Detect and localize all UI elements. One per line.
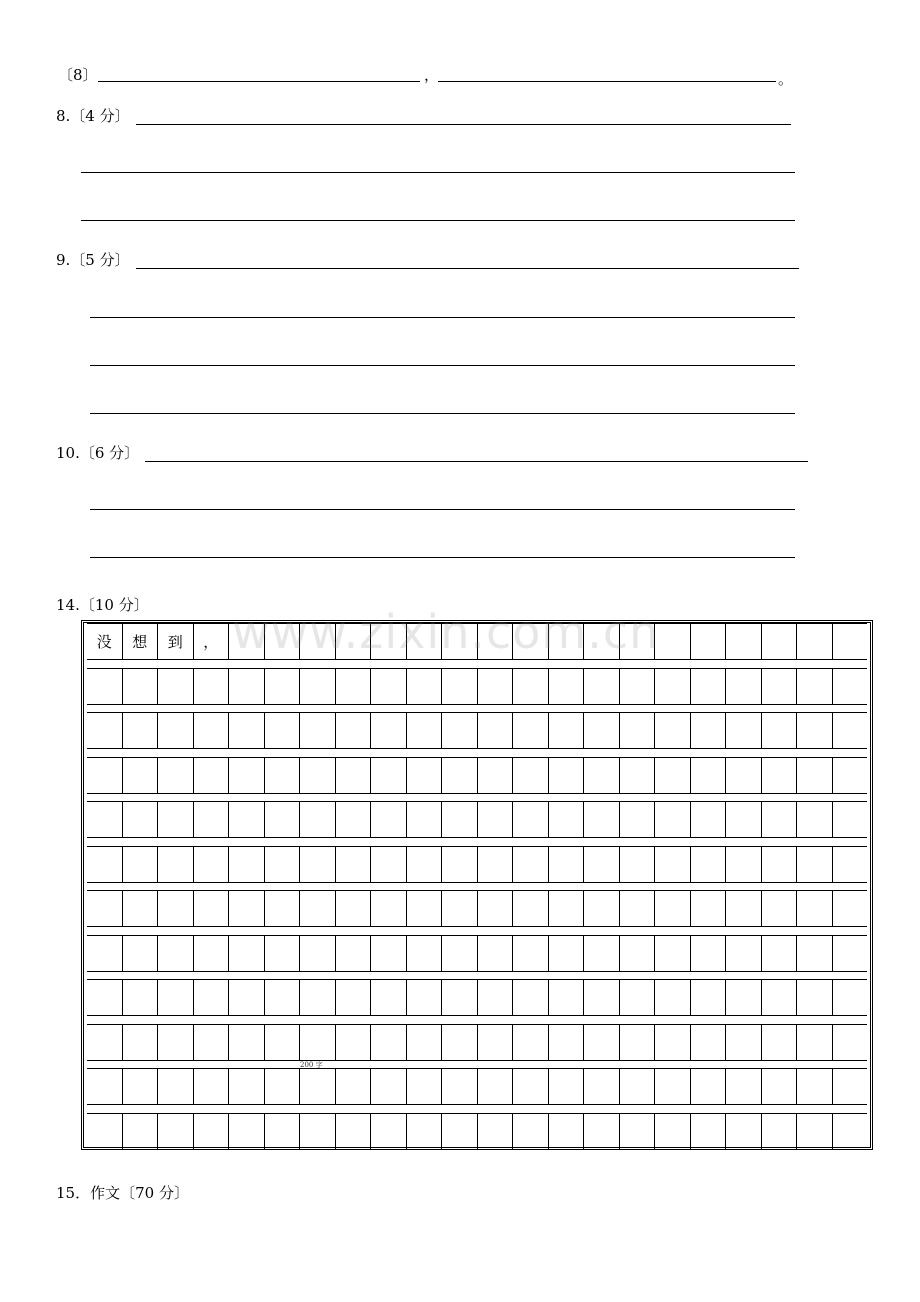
grid-cell[interactable] [477, 1025, 513, 1060]
grid-cell[interactable] [796, 713, 832, 748]
grid-cell[interactable] [583, 1069, 619, 1104]
answer-line[interactable] [98, 81, 420, 82]
grid-cell[interactable] [548, 847, 584, 882]
question-9-label: 9.〔5 分〕 [56, 251, 130, 269]
grid-cell[interactable] [193, 1025, 229, 1060]
answer-line[interactable] [438, 81, 776, 82]
grid-cell[interactable] [690, 758, 726, 793]
grid-cell[interactable] [654, 713, 690, 748]
grid-cell[interactable] [335, 891, 371, 926]
grid-cell[interactable] [583, 713, 619, 748]
question-14-label: 14.〔10 分〕 [56, 596, 149, 614]
grid-cell[interactable] [335, 802, 371, 837]
grid-cell[interactable] [406, 936, 442, 971]
grid-cell[interactable] [441, 1114, 477, 1149]
grid-cell[interactable] [796, 936, 832, 971]
grid-row [87, 1024, 867, 1061]
grid-cell[interactable]: 想 [122, 624, 158, 659]
grid-cell[interactable] [654, 758, 690, 793]
grid-cell[interactable] [583, 758, 619, 793]
grid-cell[interactable] [725, 980, 761, 1015]
grid-cell[interactable] [122, 669, 158, 704]
grid-cell[interactable] [619, 802, 655, 837]
grid-cell[interactable] [441, 802, 477, 837]
grid-cell[interactable] [299, 669, 335, 704]
grid-cell[interactable] [370, 802, 406, 837]
grid-cell[interactable] [157, 847, 193, 882]
grid-cell[interactable] [299, 1069, 335, 1104]
grid-cell[interactable] [441, 980, 477, 1015]
grid-cell[interactable] [335, 847, 371, 882]
grid-cell[interactable] [87, 1069, 122, 1104]
answer-line[interactable] [90, 317, 795, 318]
grid-cell[interactable] [441, 669, 477, 704]
grid-cell[interactable] [370, 758, 406, 793]
grid-cell[interactable] [725, 1069, 761, 1104]
grid-cell[interactable] [370, 1069, 406, 1104]
grid-cell[interactable] [512, 891, 548, 926]
grid-cell[interactable] [796, 1025, 832, 1060]
grid-cell[interactable] [193, 669, 229, 704]
grid-cell[interactable] [193, 847, 229, 882]
question-10-label: 10.〔6 分〕 [56, 444, 140, 462]
grid-cell[interactable] [796, 802, 832, 837]
grid-cell[interactable] [87, 713, 122, 748]
grid-cell[interactable] [441, 624, 477, 659]
grid-cell[interactable] [583, 669, 619, 704]
grid-cell[interactable] [690, 713, 726, 748]
grid-cell[interactable] [619, 1069, 655, 1104]
grid-cell[interactable] [761, 1069, 797, 1104]
grid-cell[interactable] [832, 1025, 868, 1060]
grid-row [87, 979, 867, 1016]
grid-cell[interactable] [87, 1114, 122, 1149]
grid-cell[interactable] [264, 980, 300, 1015]
grid-cell[interactable] [761, 758, 797, 793]
grid-cell[interactable] [512, 1025, 548, 1060]
grid-cell[interactable] [370, 624, 406, 659]
grid-cell[interactable] [832, 758, 868, 793]
grid-cell[interactable] [832, 713, 868, 748]
grid-cell[interactable] [477, 713, 513, 748]
grid-cell[interactable] [335, 713, 371, 748]
grid-cell[interactable] [832, 847, 868, 882]
grid-cell[interactable] [583, 891, 619, 926]
grid-cell[interactable] [122, 1069, 158, 1104]
grid-row [87, 801, 867, 838]
grid-cell[interactable] [725, 758, 761, 793]
grid-cell[interactable] [157, 891, 193, 926]
grid-cell[interactable] [335, 936, 371, 971]
grid-cell[interactable] [299, 802, 335, 837]
grid-cell[interactable] [512, 624, 548, 659]
character-count-mark: 200 字 [300, 1060, 323, 1069]
grid-cell[interactable] [228, 1025, 264, 1060]
grid-cell[interactable] [87, 891, 122, 926]
grid-cell[interactable] [832, 980, 868, 1015]
grid-cell[interactable] [654, 1069, 690, 1104]
grid-cell[interactable] [157, 802, 193, 837]
question-8-sub-label: 〔8〕 [58, 66, 98, 84]
grid-cell[interactable] [228, 624, 264, 659]
grid-cell[interactable] [122, 1114, 158, 1149]
grid-cell[interactable] [406, 624, 442, 659]
grid-cell[interactable] [264, 847, 300, 882]
grid-cell[interactable] [87, 980, 122, 1015]
grid-cell[interactable] [406, 713, 442, 748]
grid-cell[interactable] [157, 1069, 193, 1104]
grid-cell[interactable] [690, 936, 726, 971]
grid-cell[interactable] [299, 891, 335, 926]
grid-row [87, 668, 867, 705]
grid-cell[interactable] [619, 1025, 655, 1060]
grid-cell[interactable] [583, 802, 619, 837]
grid-cell[interactable] [477, 669, 513, 704]
grid-cell[interactable]: 没 [96, 633, 112, 651]
grid-cell[interactable] [228, 980, 264, 1015]
grid-cell[interactable] [193, 936, 229, 971]
grid-cell[interactable] [583, 1114, 619, 1149]
grid-cell[interactable] [157, 1114, 193, 1149]
grid-cell[interactable] [761, 980, 797, 1015]
grid-cell[interactable] [690, 980, 726, 1015]
grid-cell[interactable] [264, 758, 300, 793]
grid-cell[interactable] [299, 758, 335, 793]
grid-cell[interactable] [548, 891, 584, 926]
grid-cell[interactable] [264, 891, 300, 926]
grid-cell[interactable] [122, 713, 158, 748]
grid-cell[interactable] [832, 624, 868, 659]
grid-cell[interactable] [441, 891, 477, 926]
grid-cell[interactable] [832, 1069, 868, 1104]
grid-cell[interactable] [335, 1069, 371, 1104]
question-8-label: 8.〔4 分〕 [56, 107, 130, 125]
grid-cell[interactable] [477, 891, 513, 926]
grid-cell[interactable] [122, 758, 158, 793]
grid-cell[interactable] [299, 980, 335, 1015]
grid-cell[interactable] [619, 847, 655, 882]
grid-cell[interactable] [228, 847, 264, 882]
grid-cell[interactable] [477, 758, 513, 793]
grid-cell[interactable] [548, 802, 584, 837]
grid-cell[interactable] [619, 713, 655, 748]
grid-cell[interactable] [157, 1025, 193, 1060]
grid-cell[interactable] [157, 936, 193, 971]
grid-cell[interactable] [796, 758, 832, 793]
grid-cell[interactable] [512, 1114, 548, 1149]
grid-cell[interactable] [264, 1069, 300, 1104]
grid-cell[interactable] [228, 713, 264, 748]
grid-row [87, 1068, 867, 1105]
grid-cell[interactable] [441, 847, 477, 882]
grid-cell[interactable] [228, 802, 264, 837]
grid-cell[interactable] [725, 1025, 761, 1060]
grid-cell[interactable] [654, 1114, 690, 1149]
answer-line[interactable] [136, 268, 799, 269]
grid-cell[interactable] [477, 980, 513, 1015]
grid-cell[interactable] [406, 847, 442, 882]
grid-row [87, 757, 867, 794]
grid-cell[interactable] [264, 1025, 300, 1060]
grid-cell[interactable] [406, 1114, 442, 1149]
period-text: 。 [778, 70, 794, 88]
grid-cell[interactable] [725, 669, 761, 704]
grid-cell[interactable] [406, 802, 442, 837]
grid-cell[interactable] [370, 713, 406, 748]
grid-cell[interactable] [654, 669, 690, 704]
grid-cell[interactable] [299, 1025, 335, 1060]
grid-cell[interactable] [725, 802, 761, 837]
grid-cell[interactable] [370, 891, 406, 926]
grid-cell[interactable] [548, 1025, 584, 1060]
grid-cell[interactable] [725, 847, 761, 882]
grid-cell[interactable] [193, 891, 229, 926]
grid-cell[interactable] [406, 758, 442, 793]
grid-cell[interactable] [441, 758, 477, 793]
grid-row [87, 935, 867, 972]
grid-cell[interactable] [370, 847, 406, 882]
grid-cell[interactable] [725, 624, 761, 659]
grid-cell[interactable] [228, 891, 264, 926]
grid-cell[interactable] [193, 802, 229, 837]
grid-cell[interactable] [299, 936, 335, 971]
answer-line[interactable] [136, 124, 791, 125]
grid-cell[interactable] [619, 980, 655, 1015]
grid-cell[interactable] [193, 758, 229, 793]
grid-cell[interactable] [299, 713, 335, 748]
answer-line[interactable] [90, 557, 795, 558]
grid-cell[interactable] [761, 669, 797, 704]
grid-cell[interactable] [370, 980, 406, 1015]
grid-cell[interactable] [690, 847, 726, 882]
grid-cell[interactable] [157, 713, 193, 748]
grid-cell[interactable] [441, 936, 477, 971]
grid-cell[interactable] [654, 624, 690, 659]
grid-cell[interactable] [690, 669, 726, 704]
grid-cell[interactable] [512, 758, 548, 793]
grid-row [87, 1113, 867, 1150]
grid-cell[interactable] [654, 980, 690, 1015]
question-15-label: 15．作文〔70 分〕 [56, 1184, 189, 1202]
grid-cell[interactable] [228, 758, 264, 793]
grid-cell[interactable]: 到 [157, 624, 193, 659]
grid-cell[interactable] [335, 669, 371, 704]
grid-cell[interactable] [761, 1114, 797, 1149]
grid-cell[interactable] [122, 891, 158, 926]
grid-cell[interactable] [477, 1069, 513, 1104]
grid-cell[interactable] [87, 1025, 122, 1060]
grid-cell[interactable] [619, 1114, 655, 1149]
grid-cell[interactable] [796, 980, 832, 1015]
grid-cell[interactable] [335, 980, 371, 1015]
grid-cell[interactable] [87, 669, 122, 704]
grid-cell[interactable] [370, 936, 406, 971]
grid-cell[interactable] [228, 669, 264, 704]
grid-cell[interactable] [512, 802, 548, 837]
grid-cell[interactable] [264, 669, 300, 704]
grid-cell[interactable] [335, 1114, 371, 1149]
grid-cell[interactable] [512, 936, 548, 971]
grid-cell[interactable] [122, 936, 158, 971]
grid-cell[interactable] [583, 1025, 619, 1060]
grid-cell[interactable] [406, 669, 442, 704]
grid-cell[interactable] [761, 1025, 797, 1060]
grid-cell[interactable] [832, 802, 868, 837]
grid-cell[interactable] [512, 669, 548, 704]
grid-cell[interactable] [619, 891, 655, 926]
grid-cell[interactable] [725, 713, 761, 748]
grid-cell[interactable] [796, 624, 832, 659]
grid-cell[interactable] [406, 980, 442, 1015]
grid-cell[interactable] [193, 1114, 229, 1149]
grid-cell[interactable] [761, 847, 797, 882]
grid-cell[interactable] [441, 1069, 477, 1104]
grid-cell[interactable] [761, 936, 797, 971]
grid-cell[interactable] [441, 713, 477, 748]
grid-cell[interactable] [370, 1025, 406, 1060]
grid-cell[interactable] [264, 624, 300, 659]
grid-cell[interactable] [654, 891, 690, 926]
answer-line[interactable] [145, 461, 808, 462]
answer-line[interactable] [81, 220, 795, 221]
grid-cell[interactable] [228, 1069, 264, 1104]
grid-cell[interactable] [690, 1114, 726, 1149]
grid-cell[interactable] [370, 1114, 406, 1149]
grid-cell[interactable] [87, 847, 122, 882]
grid-cell[interactable] [690, 1025, 726, 1060]
grid-cell[interactable] [796, 847, 832, 882]
grid-row [87, 846, 867, 883]
grid-cell[interactable] [477, 624, 513, 659]
grid-cell[interactable] [619, 758, 655, 793]
grid-cell[interactable] [583, 847, 619, 882]
grid-cell[interactable] [690, 802, 726, 837]
grid-cell[interactable] [87, 802, 122, 837]
grid-cell[interactable] [87, 936, 122, 971]
grid-cell[interactable] [299, 624, 335, 659]
grid-cell[interactable] [654, 802, 690, 837]
grid-cell[interactable] [406, 1025, 442, 1060]
grid-cell[interactable] [335, 624, 371, 659]
grid-row [87, 890, 867, 927]
grid-cell[interactable] [761, 891, 797, 926]
grid-cell[interactable] [157, 980, 193, 1015]
grid-cell[interactable] [761, 624, 797, 659]
grid-cell[interactable] [264, 802, 300, 837]
grid-cell[interactable] [548, 713, 584, 748]
answer-line[interactable] [81, 172, 795, 173]
grid-cell[interactable] [87, 758, 122, 793]
grid-cell[interactable] [619, 624, 655, 659]
grid-cell[interactable] [725, 891, 761, 926]
grid-cell[interactable] [654, 936, 690, 971]
answer-line[interactable] [90, 413, 795, 414]
grid-cell[interactable] [122, 1025, 158, 1060]
grid-cell[interactable] [264, 936, 300, 971]
grid-cell[interactable] [477, 936, 513, 971]
grid-cell[interactable] [406, 891, 442, 926]
grid-cell[interactable] [122, 847, 158, 882]
grid-cell[interactable] [832, 891, 868, 926]
grid-cell[interactable] [725, 936, 761, 971]
grid-cell[interactable] [512, 1069, 548, 1104]
grid-cell[interactable] [583, 980, 619, 1015]
grid-cell[interactable] [406, 1069, 442, 1104]
grid-cell[interactable] [583, 936, 619, 971]
grid-cell[interactable] [619, 936, 655, 971]
grid-cell[interactable] [619, 669, 655, 704]
grid-cell[interactable] [512, 847, 548, 882]
grid-cell[interactable] [796, 1069, 832, 1104]
grid-cell[interactable] [761, 802, 797, 837]
grid-cell[interactable] [335, 1025, 371, 1060]
grid-cell[interactable] [796, 1114, 832, 1149]
grid-cell[interactable] [193, 713, 229, 748]
grid-cell[interactable] [583, 624, 619, 659]
grid-cell[interactable] [441, 1025, 477, 1060]
grid-cell[interactable] [832, 1114, 868, 1149]
grid-cell[interactable] [299, 1114, 335, 1149]
answer-line[interactable] [90, 365, 795, 366]
grid-cell[interactable] [796, 669, 832, 704]
grid-cell[interactable] [264, 1114, 300, 1149]
grid-cell[interactable] [193, 980, 229, 1015]
grid-cell[interactable] [725, 1114, 761, 1149]
grid-cell[interactable] [690, 624, 726, 659]
grid-cell[interactable] [157, 758, 193, 793]
grid-cell[interactable] [228, 1114, 264, 1149]
grid-cell[interactable] [548, 1069, 584, 1104]
grid-cell[interactable] [654, 1025, 690, 1060]
grid-cell[interactable] [512, 713, 548, 748]
comma-text: ， [424, 66, 440, 84]
grid-cell[interactable] [477, 802, 513, 837]
composition-grid[interactable] [81, 620, 873, 1150]
answer-line[interactable] [90, 509, 795, 510]
grid-cell[interactable] [548, 1114, 584, 1149]
grid-cell[interactable] [796, 891, 832, 926]
grid-cell[interactable] [512, 980, 548, 1015]
grid-cell[interactable] [832, 936, 868, 971]
grid-cell[interactable] [157, 669, 193, 704]
grid-cell[interactable] [299, 847, 335, 882]
watermark: www.zixin.com.cn [232, 605, 660, 659]
grid-cell[interactable] [654, 847, 690, 882]
grid-cell[interactable] [335, 758, 371, 793]
grid-cell[interactable] [761, 713, 797, 748]
grid-row [87, 712, 867, 749]
grid-cell[interactable] [548, 936, 584, 971]
grid-cell[interactable] [832, 669, 868, 704]
grid-cell[interactable] [122, 980, 158, 1015]
grid-cell[interactable] [690, 891, 726, 926]
grid-cell[interactable] [122, 802, 158, 837]
grid-cell[interactable] [477, 847, 513, 882]
grid-cell[interactable] [264, 713, 300, 748]
grid-cell[interactable] [228, 936, 264, 971]
grid-cell[interactable] [690, 1069, 726, 1104]
grid-cell[interactable] [548, 669, 584, 704]
grid-row [87, 623, 867, 660]
grid-cell[interactable] [548, 624, 584, 659]
grid-cell[interactable] [193, 1069, 229, 1104]
grid-cell[interactable] [477, 1114, 513, 1149]
grid-cell[interactable]: ， [193, 624, 229, 659]
grid-cell[interactable] [548, 980, 584, 1015]
grid-cell[interactable] [548, 758, 584, 793]
grid-cell[interactable] [370, 669, 406, 704]
